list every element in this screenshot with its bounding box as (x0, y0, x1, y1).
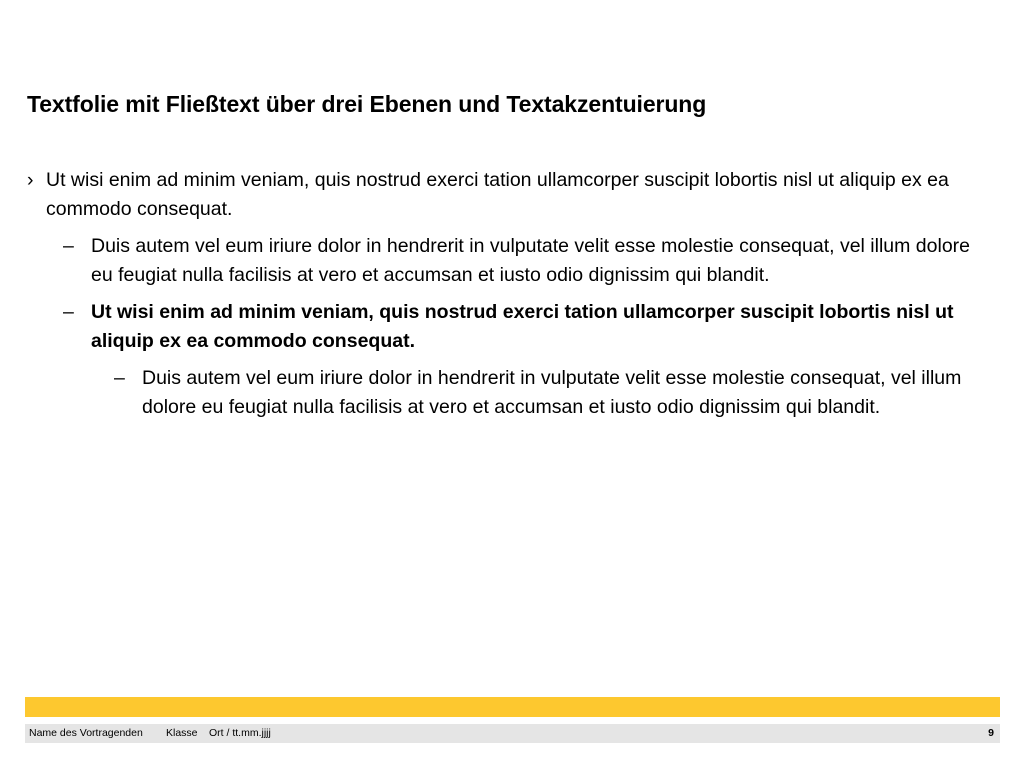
footer-speaker: Name des Vortragenden (29, 727, 143, 739)
dash-bullet-icon: – (114, 367, 125, 389)
bullet-level-3 (114, 364, 997, 422)
footer-bar (25, 724, 1000, 743)
footer-class: Klasse (166, 727, 198, 739)
bullet-text-bold: Ut wisi enim ad minim veniam, quis nostrud exerci tation ullamcorper suscipit lobortis nisl ut aliquip ex ea commodo consequat. (91, 301, 954, 352)
slide-body (27, 166, 997, 430)
page-number: 9 (988, 727, 994, 739)
dash-bullet-icon: – (63, 235, 74, 257)
dash-bullet-icon: – (63, 301, 74, 323)
bullet-level-2 (63, 232, 997, 290)
bullet-level-2-emphasized (63, 298, 997, 356)
bullet-level-1 (27, 166, 997, 224)
accent-bar (25, 697, 1000, 717)
bullet-text: Ut wisi enim ad minim veniam, quis nostrud exerci tation ullamcorper suscipit lobortis nisl ut aliquip ex ea commodo consequat. (46, 169, 949, 220)
chevron-bullet-icon: › (27, 169, 34, 191)
slide-title: Textfolie mit Fließtext über drei Ebenen und Textakzentuierung (27, 91, 707, 117)
bullet-text: Duis autem vel eum iriure dolor in hendrerit in vulputate velit esse molestie consequat, vel illum dolore eu feugiat nulla facilisis at vero et accumsan et iusto odio dignissim qui blandit. (142, 367, 962, 418)
footer-place-date: Ort / tt.mm.jjjj (209, 727, 271, 739)
bullet-text: Duis autem vel eum iriure dolor in hendrerit in vulputate velit esse molestie consequat, vel illum dolore eu feugiat nulla facilisis at vero et accumsan et iusto odio dignissim qui blandit. (91, 235, 971, 286)
